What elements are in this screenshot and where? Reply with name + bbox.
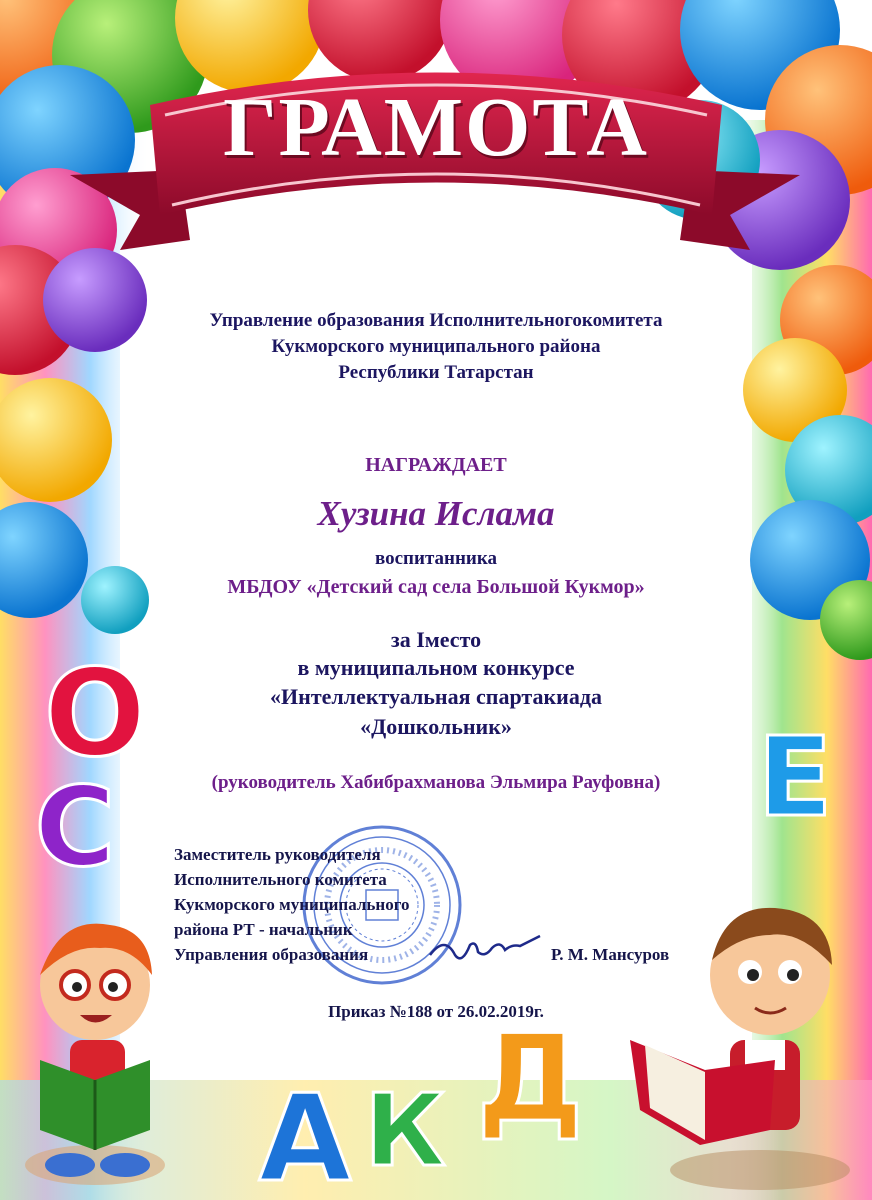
issuer-line-3: Республики Татарстан <box>338 362 534 383</box>
reason-line-2: в муниципальном конкурсе <box>297 655 575 680</box>
signatory-name: Р. М. Мансуров <box>551 945 670 964</box>
reason-line-1: за Iместо <box>390 627 482 652</box>
reason-line-4: «Дошкольник» <box>360 714 512 739</box>
institution: МБДОУ «Детский сад села Большой Кукмор» <box>227 576 645 598</box>
issuer-line-2: Кукморского муниципального района <box>271 336 601 357</box>
signatory-block <box>174 842 410 967</box>
order-reference: Приказ №188 от 26.02.2019г. <box>328 1002 544 1021</box>
signatory-line-1: Заместитель руководителя <box>174 845 381 864</box>
letter-o: О <box>43 645 147 784</box>
issuer-line-1: Управление образования Исполнительногокомитета <box>209 310 663 331</box>
recipient-role: воспитанника <box>374 548 498 569</box>
supervisor-line: (руководитель Хабибрахманова Эльмира Рауфовна) <box>211 772 661 793</box>
signatory-line-5: Управления образования <box>174 945 369 964</box>
awards-heading: НАГРАЖДАЕТ <box>365 454 507 476</box>
signatory-line-4: района РТ - начальник <box>174 920 353 939</box>
letter-k: К <box>364 1072 446 1189</box>
recipient-name: Хузина Ислама <box>317 494 555 533</box>
reason-line-3: «Интеллектуальная спартакиада <box>270 684 602 709</box>
letter-d: Д <box>476 1010 584 1149</box>
signatory-line-3: Кукморского муниципального <box>174 895 410 914</box>
letter-a: А <box>258 1070 352 1200</box>
certificate-title: ГРАМОТА <box>223 81 649 174</box>
letter-s: С <box>34 763 116 891</box>
signatory-line-2: Исполнительного комитета <box>174 870 387 889</box>
letter-e: Е <box>757 713 833 841</box>
